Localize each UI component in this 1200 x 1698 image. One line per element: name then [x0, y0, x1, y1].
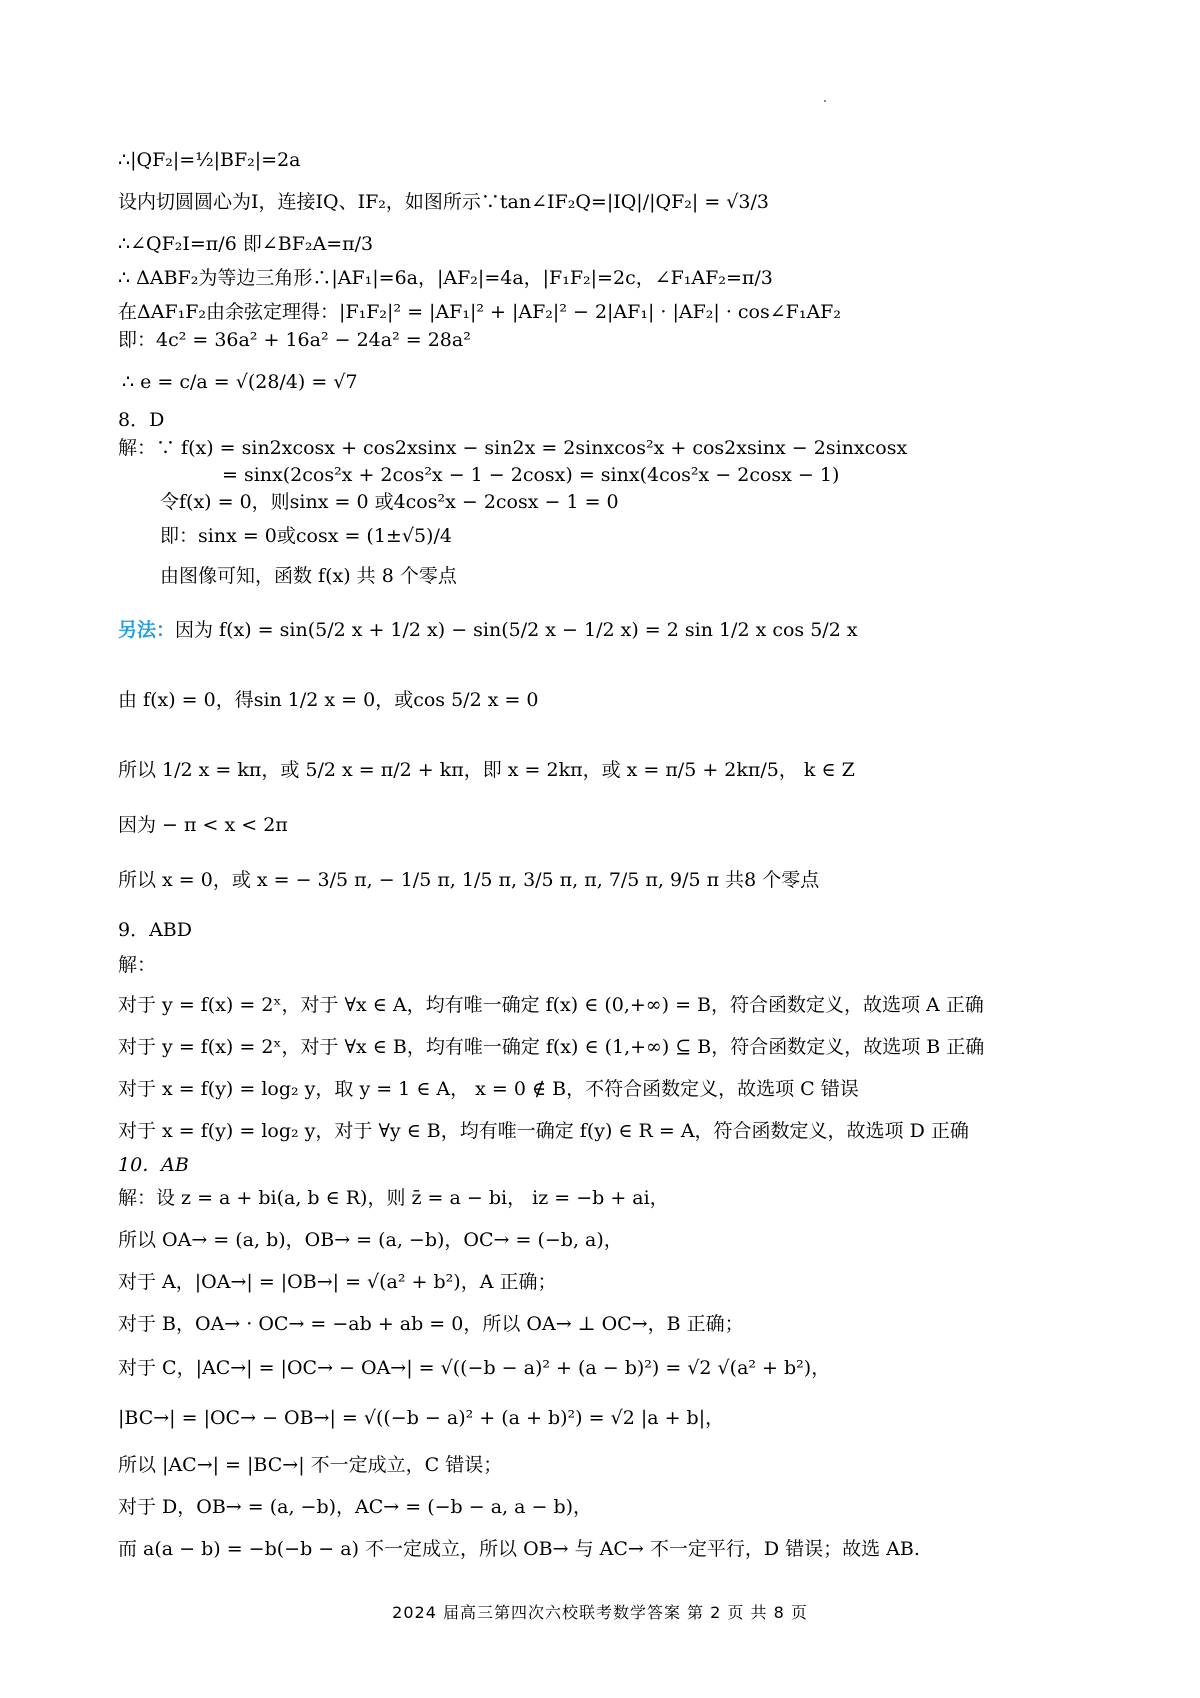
q10-line-2: 所以 OA→ = (a, b)，OB→ = (a, −b)，OC→ = (−b, a)， — [118, 1229, 623, 1251]
s7-line-1: ∴|QF₂|=½|BF₂|=2a — [118, 149, 301, 171]
q8-alt-line-2: 由 f(x) = 0，得sin 1/2 x = 0，或cos 5/2 x = 0 — [118, 689, 539, 711]
q10-line-6: |BC→| = |OC→ − OB→| = √((−b − a)² + (a + b)²) = √2 |a + b|， — [118, 1407, 725, 1429]
q9-line-1: 对于 y = f(x) = 2ˣ，对于 ∀x ∈ A，均有唯一确定 f(x) ∈ (0,+∞) = B，符合函数定义，故选项 A 正确 — [118, 994, 984, 1016]
s7-line-2: 设内切圆圆心为I，连接IQ、IF₂，如图所示∵tan∠IF₂Q=|IQ|/|QF₂| = √3/3 — [118, 191, 769, 213]
s7-line-6: 即：4c² = 36a² + 16a² − 24a² = 28a² — [118, 329, 471, 351]
q8-alt-line-3: 所以 1/2 x = kπ，或 5/2 x = π/2 + kπ，即 x = 2kπ，或 x = π/5 + 2kπ/5， k ∈ Z — [118, 759, 855, 781]
q8-alt-line-4: 因为 − π < x < 2π — [118, 814, 288, 836]
q10-line-4: 对于 B，OA→ · OC→ = −ab + ab = 0，所以 OA→ ⊥ OC→，B 正确； — [118, 1313, 744, 1335]
q8-line-3: 令f(x) = 0，则sinx = 0 或4cos²x − 2cosx − 1 = 0 — [160, 491, 619, 513]
q9-line-0: 解： — [118, 954, 157, 976]
q8-line-5: 由图像可知，函数 f(x) 共 8 个零点 — [160, 565, 457, 587]
q8-line-1: 解：∵ f(x) = sin2xcosx + cos2xsinx − sin2x = 2sinxcos²x + cos2xsinx − 2sinxcosx — [118, 437, 908, 459]
q10-line-5: 对于 C，|AC→| = |OC→ − OA→| = √((−b − a)² + (a − b)²) = √2 √(a² + b²)， — [118, 1357, 831, 1379]
alt-method-text: 因为 f(x) = sin(5/2 x + 1/2 x) − sin(5/2 x − 1/2 x) = 2 sin 1/2 x cos 5/2 x — [175, 619, 858, 641]
q8-line-2: = sinx(2cos²x + 2cos²x − 1 − 2cosx) = sinx(4cos²x − 2cosx − 1) — [222, 464, 840, 486]
q9-line-2: 对于 y = f(x) = 2ˣ，对于 ∀x ∈ B，均有唯一确定 f(x) ∈ (1,+∞) ⊆ B，符合函数定义，故选项 B 正确 — [118, 1036, 985, 1058]
q10-line-1: 解：设 z = a + bi(a, b ∈ R)，则 z̄ = a − bi， iz = −b + ai， — [118, 1187, 669, 1209]
q10-line-3: 对于 A，|OA→| = |OB→| = √(a² + b²)，A 正确； — [118, 1271, 557, 1293]
q9-answer: 9．ABD — [118, 919, 193, 941]
q10-answer: 10．AB — [118, 1154, 189, 1176]
s7-line-5: 在ΔAF₁F₂由余弦定理得：|F₁F₂|² = |AF₁|² + |AF₂|² − 2|AF₁| · |AF₂| · cos∠F₁AF₂ — [118, 301, 841, 323]
q8-line-4: 即：sinx = 0或cosx = (1±√5)/4 — [160, 525, 452, 547]
q10-line-7: 所以 |AC→| = |BC→| 不一定成立，C 错误； — [118, 1454, 503, 1476]
s7-line-3: ∴∠QF₂I=π/6 即∠BF₂A=π/3 — [118, 233, 374, 255]
alt-method-label: 另法： — [118, 619, 176, 641]
q8-answer: 8．D — [118, 409, 165, 431]
q8-alt-line-1 — [118, 620, 858, 642]
s7-line-7: ∴ e = c/a = √(28/4) = √7 — [122, 371, 358, 393]
scan-speck — [824, 100, 826, 102]
q10-line-9: 而 a(a − b) = −b(−b − a) 不一定成立，所以 OB→ 与 AC→ 不一定平行，D 错误；故选 AB. — [118, 1538, 920, 1560]
q9-line-3: 对于 x = f(y) = log₂ y，取 y = 1 ∈ A， x = 0 ∉ B，不符合函数定义，故选项 C 错误 — [118, 1078, 859, 1100]
page-footer: 2024 届高三第四次六校联考数学答案 第 2 页 共 8 页 — [392, 1603, 808, 1622]
s7-line-4: ∴ ΔABF₂为等边三角形∴|AF₁|=6a，|AF₂|=4a，|F₁F₂|=2c，∠F₁AF₂=π/3 — [118, 267, 773, 289]
q9-line-4: 对于 x = f(y) = log₂ y，对于 ∀y ∈ B，均有唯一确定 f(y) ∈ R = A，符合函数定义，故选项 D 正确 — [118, 1120, 969, 1142]
q10-line-8: 对于 D，OB→ = (a, −b)，AC→ = (−b − a, a − b)， — [118, 1496, 593, 1518]
q8-alt-line-5: 所以 x = 0，或 x = − 3/5 π, − 1/5 π, 1/5 π, 3/5 π, π, 7/5 π, 9/5 π 共8 个零点 — [118, 869, 820, 891]
